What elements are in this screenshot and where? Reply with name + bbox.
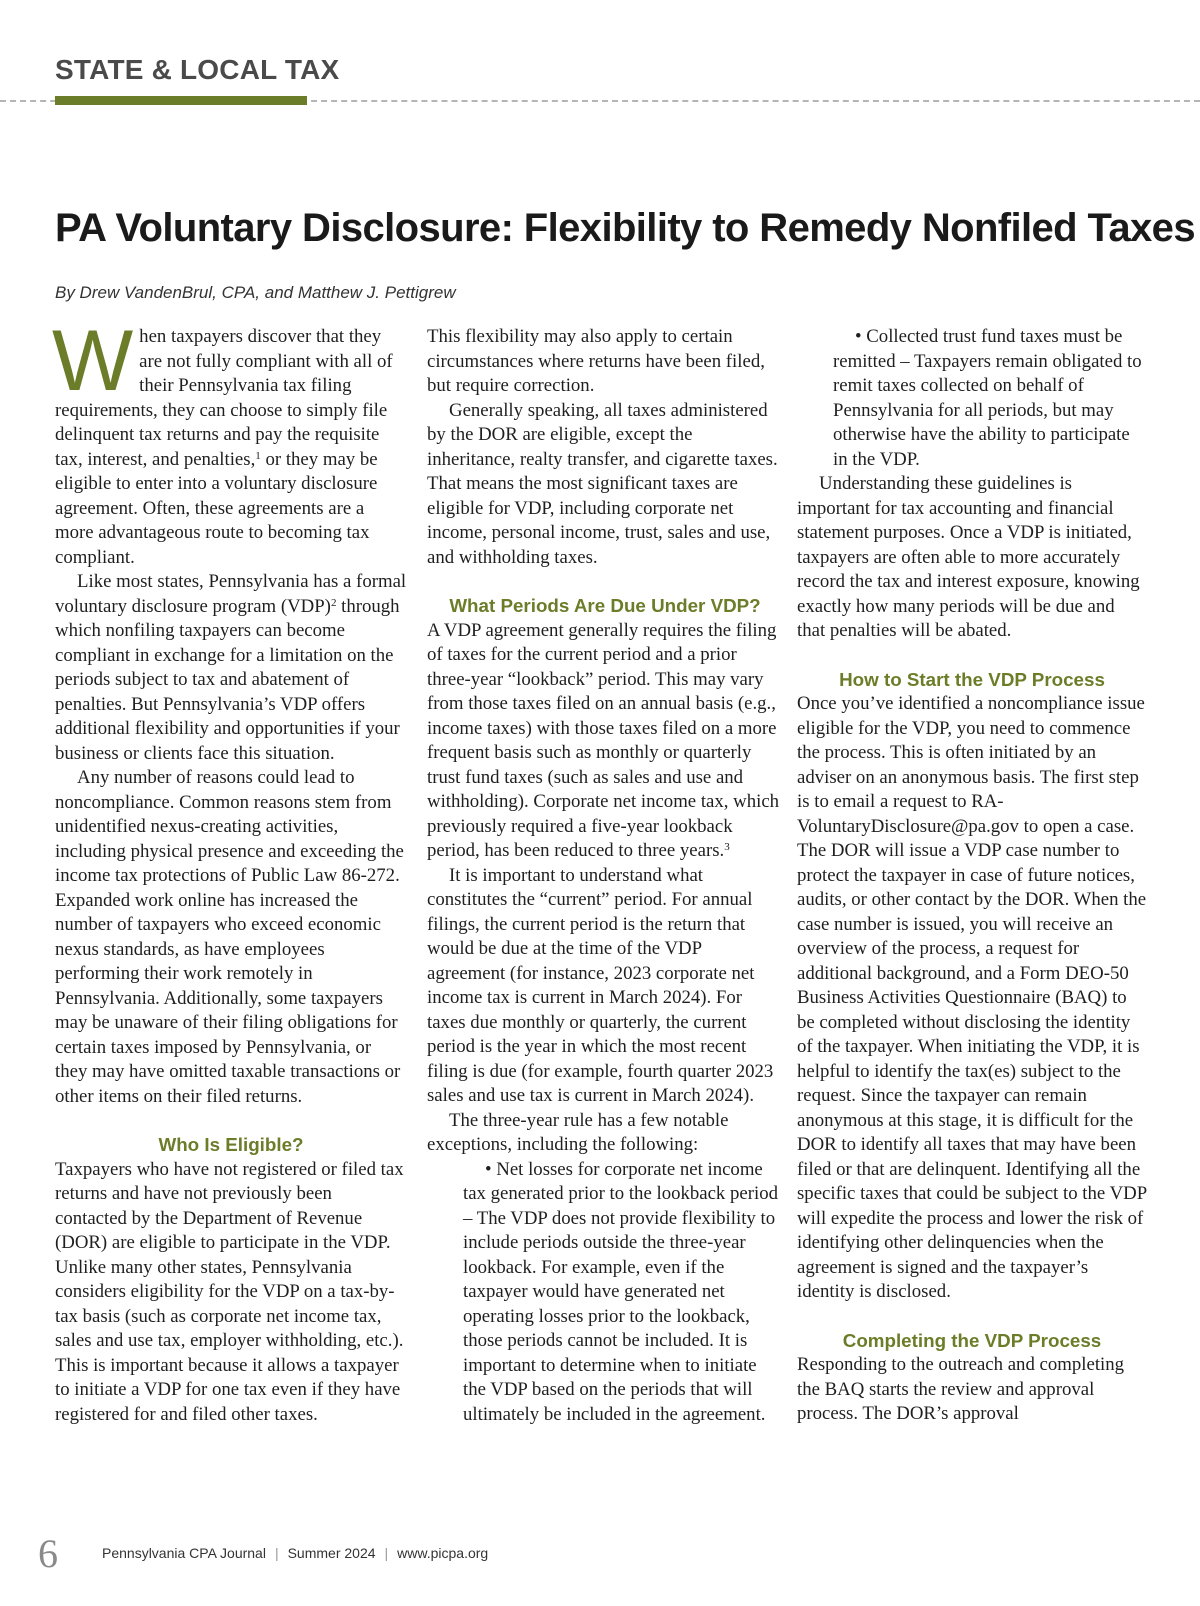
paragraph: Understanding these guidelines is important for tax accounting and financial statement purposes. Once a VDP is initiated, taxpayers are often able to more accurately record the tax and interest exposure, knowing exactly how many periods will be due and that penalties will be abated. (797, 473, 1140, 641)
column-1 (52, 313, 407, 1427)
paragraph: Like most states, Pennsylvania has a formal voluntary disclosure program (VDP)$^2$ through which nonfiling taxpayers can become compliant in exchange for a limitation on the periods subject to tax and abatement of penalties. But Pennsylvania’s VDP offers additional flexibility and opportunities if your business or clients face this situation. (55, 571, 407, 764)
bullet-item: • Net losses for corporate net income tax generated prior to the lookback period – The VDP does not provide flexibility to include periods outside the three-year lookback. For example, even if the taxpayer would have generated net operating losses prior to the lookback, those periods cannot be included. It is important to determine when to initiate the VDP based on the periods that will ultimately be included in the agreement. (463, 1158, 778, 1425)
paragraph: This flexibility may also apply to certain circumstances where returns have been filed, but require correction. (427, 326, 765, 396)
bullet-item: • Collected trust fund taxes must be remitted – Taxpayers remain obligated to remit taxes collected on behalf of Pennsylvania for all periods, but may otherwise have the ability to participate in the VDP. (833, 326, 1142, 470)
section-accent-bar (55, 96, 307, 105)
page-number: 6 (38, 1530, 58, 1576)
subheading-complete: Completing the VDP Process (842, 1329, 1102, 1351)
paragraph: A VDP agreement generally requires the filing of taxes for the current period and a prior three-year “lookback” period. This may vary from those taxes filed on an annual basis (e.g., income taxes) with those taxes filed on a more frequent basis such as monthly or quarterly trust fund taxes (such as sales and use and withholding). Corporate net income tax, which previously required a five-year lookback period, has been reduced to three years.$^3$ (427, 619, 780, 861)
paragraph: Responding to the outreach and completing the BAQ starts the review and approval process. The DOR’s approval (797, 1354, 1125, 1424)
subheading-eligible: Who Is Eligible? (158, 1134, 304, 1155)
paragraph: The three-year rule has a few notable exceptions, including the following: (427, 1109, 729, 1155)
byline: By Drew VandenBrul, CPA, and Matthew J. Pettigrew (55, 283, 456, 302)
journal-name: Pennsylvania CPA Journal (102, 1545, 266, 1561)
email-address: RA-VoluntaryDisclosure@pa.gov (797, 791, 1019, 837)
section-label: STATE & LOCAL TAX (55, 54, 340, 85)
footnote-ref-3: 3 (724, 841, 730, 853)
column-2 (427, 325, 783, 1427)
footnote-ref-1: 1 (255, 449, 261, 462)
paragraph: Taxpayers who have not registered or filed tax returns and have not previously been contacted by the Department of Revenue (DOR) are eligible to participate in the VDP. Unlike many other states, Pennsylvania considers eligibility for the VDP on a tax-by-tax basis (such as corporate net income tax, sales and use tax, employer withholding, etc.). This is important because it allows a taxpayer to initiate a VDP for one tax even if they have registered for and filed other taxes. (55, 1158, 404, 1425)
column-3 (797, 325, 1147, 1427)
issue-date: Summer 2024 (287, 1545, 376, 1561)
footer-separator: | (384, 1545, 389, 1561)
footer-separator: | (274, 1545, 279, 1561)
paragraph: Once you’ve identified a noncompliance issue eligible for the VDP, you need to commence the process. This is often initiated by an adviser on an anonymous basis. The first step is to email a request to RA-VoluntaryDisclosure@pa.gov to open a case. The DOR will issue a VDP case number to protect the taxpayer in case of future notices, audits, or other contact by the DOR. When the case number is issued, you will receive an overview of the process, a request for additional background, and a Form DEO-50 Business Activities Questionnaire (BAQ) to be completed without disclosing the identity of the taxpayer. When initiating the VDP, it is helpful to identify the tax(es) subject to the request. Since the taxpayer can remain anonymous at this stage, it is difficult for the DOR to identify all taxes that may have been filed or that are delinquent. Identifying all the specific taxes that could be subject to the VDP will expedite the process and lower the risk of identifying other delinquencies when the agreement is signed and the taxpayer’s identity is disclosed. (797, 693, 1147, 1302)
subheading-periods: What Periods Are Due Under VDP? (449, 595, 761, 616)
paragraph: Any number of reasons could lead to noncompliance. Common reasons stem from unidentified nexus-creating activities, including physical presence and exceeding the income tax protections of Public Law 86-272. Expanded work online has increased the number of taxpayers who exceed economic nexus standards, as have employees performing their work remotely in Pennsylvania. Additionally, some taxpayers may be unaware of their filing obligations for certain taxes imposed by Pennsylvania, or they may have omitted taxable transactions or other items on their filed returns. (55, 767, 404, 1107)
website-link[interactable]: www.picpa.org (397, 1545, 489, 1561)
article-title: PA Voluntary Disclosure: Flexibility to Remedy Nonfiled Taxes (55, 206, 1195, 250)
page-footer (38, 1528, 488, 1578)
paragraph: It is important to understand what constitutes the “current” period. For annual filings, the current period is the return that would be due at the time of the VDP agreement (for instance, 2023 corporate net income tax is current in March 2024). For taxes due monthly or quarterly, the current period is the year in which the most recent filing is due (for example, fourth quarter 2023 sales and use tax is current in March 2024). (427, 864, 774, 1106)
subheading-start: How to Start the VDP Process (839, 668, 1105, 690)
paragraph: Generally speaking, all taxes administered by the DOR are eligible, except the inheritance, realty transfer, and cigarette taxes. That means the most significant taxes are eligible for VDP, including corporate net income, personal income, trust, sales and use, and withholding taxes. (427, 399, 778, 568)
footnote-ref-2: 2 (330, 596, 337, 609)
drop-cap: W (52, 313, 134, 409)
paragraph: When taxpayers discover that they are not fully compliant with all of their Pennsylvania tax filing requirements, they can choose to simply file delinquent tax returns and pay the requisite tax, interest, and penalties,$^1$ or they may be eligible to enter into a voluntary disclosure agreement. Often, these agreements are a more advantageous route to becoming tax compliant. (52, 313, 393, 568)
